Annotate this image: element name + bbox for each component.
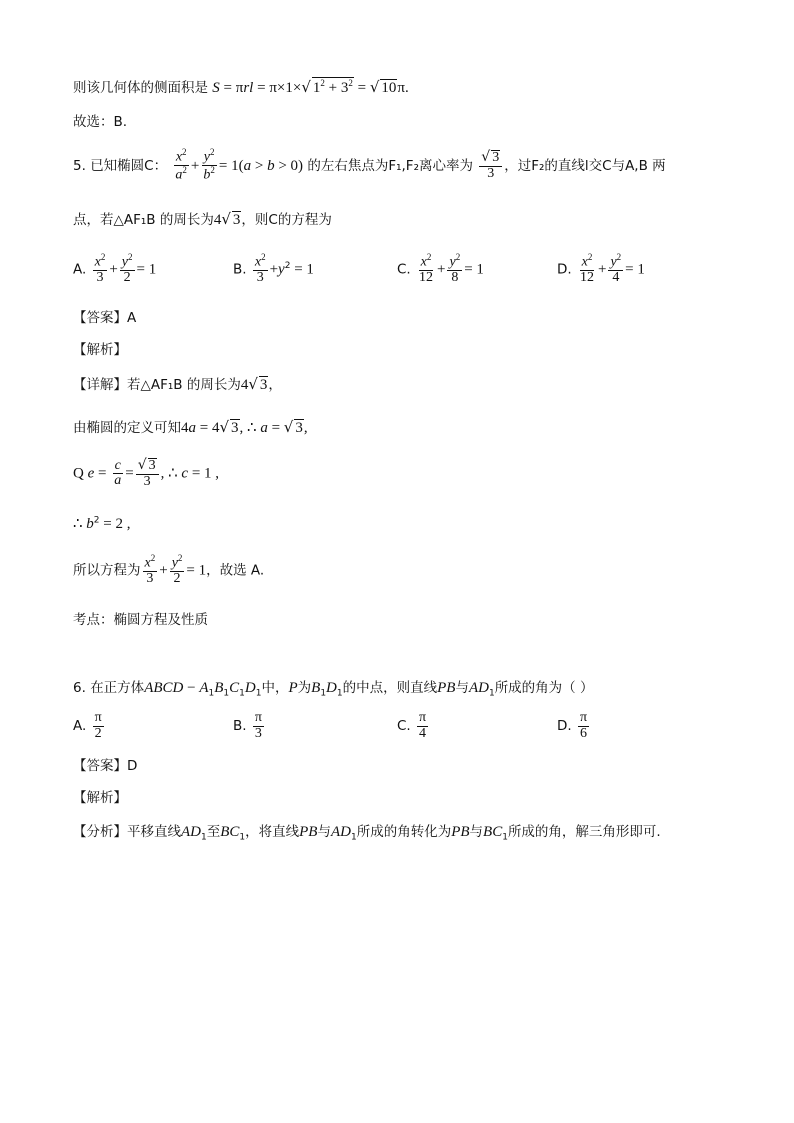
q6-option-a[interactable]: A. $\frac{\pi}{2}$ bbox=[73, 710, 102, 741]
choose-b-line: 故选：B. bbox=[73, 114, 128, 130]
q5-b-squared: ∴ $b^2 = 2$ , bbox=[73, 515, 131, 532]
lateral-area-line: 则该几何体的侧面积是 S = πrl = π×1×√ $1^2 + 3^2$ = √ 10π. bbox=[73, 78, 409, 96]
q5-analysis-label: 【解析】 bbox=[73, 342, 127, 358]
q5-option-a[interactable]: A. $\frac{x^2}{3}$ + $\frac{y^2}{2}$ = 1 bbox=[73, 252, 157, 286]
q6-option-c[interactable]: C. $\frac{\pi}{4}$ bbox=[397, 710, 427, 741]
q5-eccentricity: Q e = $\frac{c}{a}$ = $\frac{√ 3}{3}$ , ∴ c = 1 , bbox=[73, 457, 220, 489]
q6-analysis-label: 【解析】 bbox=[73, 790, 127, 806]
q6-option-d[interactable]: D. $\frac{\pi}{6}$ bbox=[557, 710, 588, 741]
q6-stem: 6. 在正方体ABCD − $A_1B_1C_1D_1$中，P为$B_1D_1$的中点，则直线PB与$AD_1$所成的角为（ ） bbox=[73, 680, 594, 699]
q5-option-c[interactable]: C. $\frac{x^2}{12}$ + $\frac{y^2}{8}$ = 1 bbox=[397, 252, 484, 286]
q6-option-b[interactable]: B. $\frac{\pi}{3}$ bbox=[233, 710, 262, 741]
q5-answer: 【答案】A bbox=[73, 310, 137, 326]
q6-fenxi: 【分析】平移直线$AD_1$至$BC_1$，将直线PB与$AD_1$所成的角转化为PB与$BC_1$所成的角，解三角形即可. bbox=[73, 824, 661, 843]
q5-stem: 5. 已知椭圆C： $\frac{x^2}{a^2}$ + $\frac{y^2}{b^2}$ = 1(a > b > 0) 的左右焦点为F₁,F₂离心率为 $\frac{√ 3}{3}$ ，过F₂的直线l交C与A,B 两 bbox=[73, 147, 666, 183]
q5-final-equation: 所以方程为 $\frac{x^2}{3}$ + $\frac{y^2}{2}$ = 1，故选 A. bbox=[73, 553, 265, 587]
q5-definition: 由椭圆的定义可知4a = 4√ 3, ∴ a = √ 3, bbox=[73, 418, 308, 436]
q5-option-d[interactable]: D. $\frac{x^2}{12}$ + $\frac{y^2}{4}$ = 1 bbox=[557, 252, 645, 286]
q6-answer: 【答案】D bbox=[73, 758, 138, 774]
q5-kaodian: 考点：椭圆方程及性质 bbox=[73, 612, 208, 628]
q5-option-b[interactable]: B. $\frac{x^2}{3}$ $+y^2 = 1$ bbox=[233, 252, 314, 286]
q5-detail: 【详解】若△AF₁B 的周长为4√ 3， bbox=[73, 375, 282, 393]
q5-stem-2: 点，若△AF₁B 的周长为4√ 3，则C的方程为 bbox=[73, 210, 332, 228]
